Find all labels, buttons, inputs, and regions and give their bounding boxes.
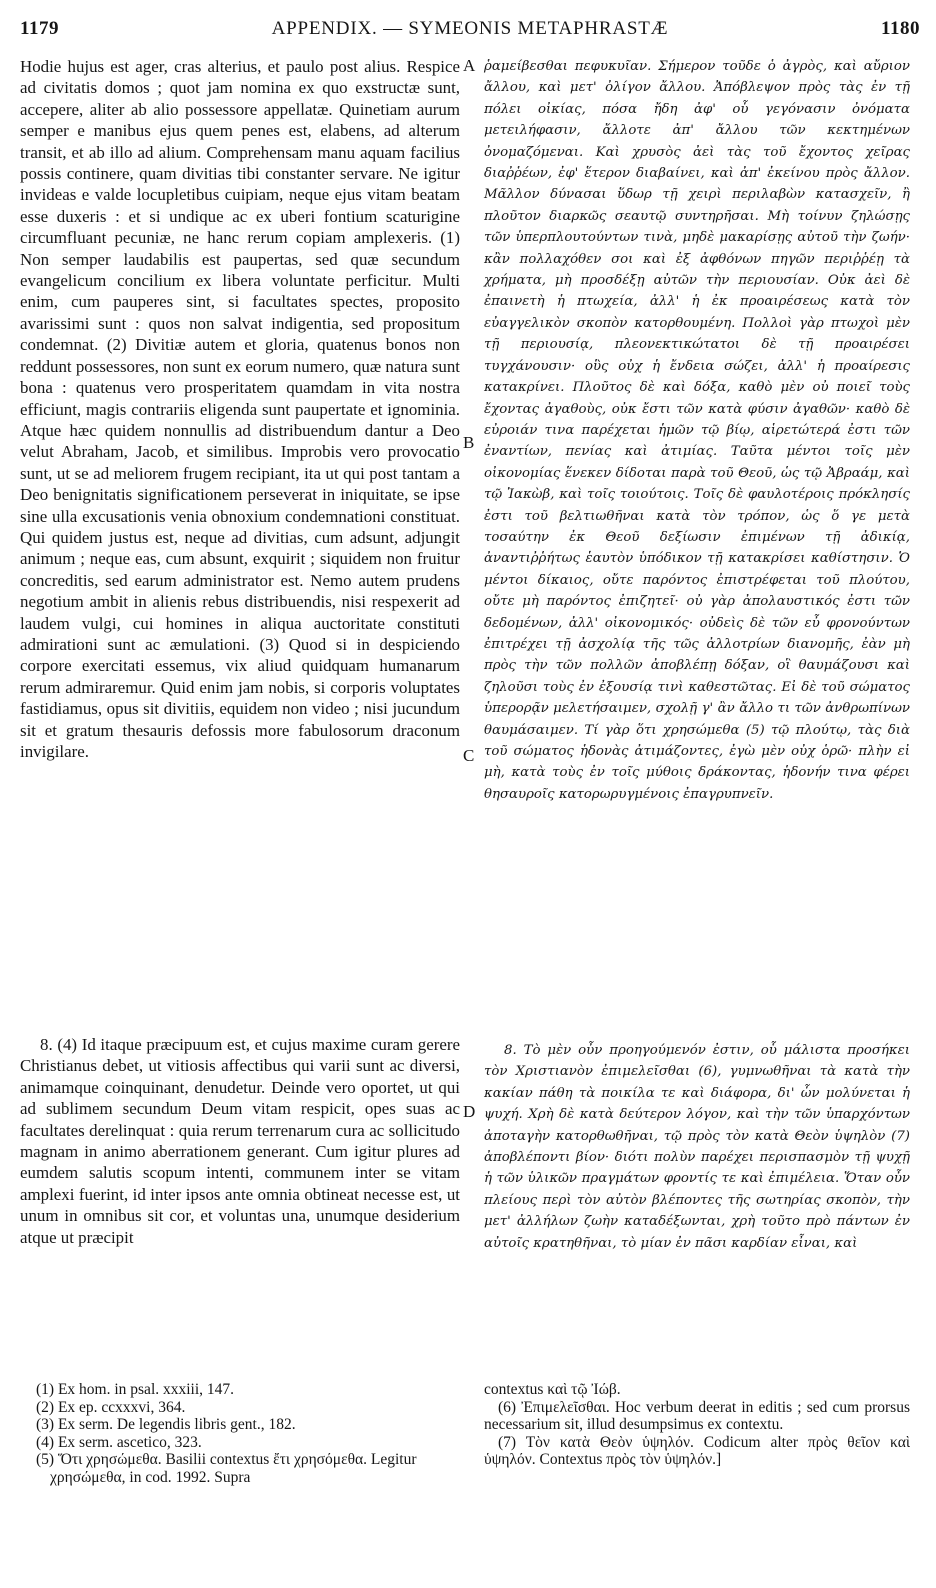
footnotes-left [36, 1381, 460, 1486]
footnote: (1) Ex hom. in psal. xxxiii, 147. [36, 1381, 235, 1398]
latin-paragraph: Hodie hujus est ager, cras alterius, et paulo post alius. Respice ad civitatis domos ; quot jam nomina ex quo exstructæ sunt, accepere, aliter ab alio possessore appellatæ. Quinetiam aurum semper e manibus ejus quem penes est, elabens, ad alterum transit, et ab illo ad alium. Comprehensam manu aquam facilius possis continere, quam divitias tibi constanter servare. Ne igitur invideas e valde locupletibus cuipiam, neque ejus vitam beatam esse duxeris : et si undique ac ex uberi fontium scaturigine circumfluant pecuniæ, ne hanc rerum copiam amplexeris. (1) Non semper laudabilis est paupertas, sed quæ secundum evangelicum concilium ex libera voluntate perficitur. Multi enim, cum pauperes sint, si facultates spectes, proposito avarissimi sunt : quos non salvat indigentia, sed propositum condemnat. (2) Divitiæ autem et gloria, quatenus bonos non reddunt possessores, non sunt ex eorum numero, quæ natura sunt bona : quatenus vero prosperitatem quamdam in vita nostra efficiunt, magis contrariis eligenda sunt paupertate et ignominia. Atque hæc quidem nonnullis ad distribuendum dantur a Deo velut Abraham, Jacob, et similibus. Improbis vero provocatio sunt, ut se ad meliorem frugem recipiant, ita ut qui post tantam a Deo benignitatis significationem perseverat in iniquitate, se ipse sine ulla excusationis venia obnoxium condemnationi constituat. Qui quidem justus est, neque ad divitias, cum adsunt, adjungit animum ; neque eas, cum absunt, exquirit ; siquidem non fruitur concreditis, sed earum administrator est. Nemo autem prudens negotium ambit in alienis rebus distribuendis, nisi respexerit ad laudem vulgi, cui homines in aliqua auctoritate constituti admirationi sunt ac æmulationi. (3) Quod si in despiciendo corpore exercitati essemus, vix aliud quidquam humanarum rerum admiraremur. Quid enim jam nobis, si corporis voluptates fastidiamus, opus sit divitiis, equidem non video ; nisi jucundum sit et gratum thesauris defossis more fabulosorum draconum invigilare. [20, 57, 460, 761]
latin-column-part-2 [20, 1034, 460, 1248]
section-marker-b: B [463, 433, 475, 452]
section-marker-a: A [463, 56, 476, 75]
page-header [20, 16, 920, 46]
greek-section-8: 8. Τὸ μὲν οὖν προηγούμενόν ἐστιν, οὗ μάλιστα προσήκει τὸν Χριστιανὸν ἐπιμελεῖσθαι (6), γυμνωθῆναι τὰ κατὰ τὴν κακίαν πάθη τὰ ποικίλα τε καὶ διάφορα, δι' ὧν μολύνεται ἡ ψυχή. Χρὴ δὲ κατὰ δεύτερον λόγον, καὶ τὴν τῶν ὑπαρχόντων ἀποταγὴν κατορθωθῆναι, τῷ πρὸς τὸν κατὰ Θεὸν ὑψηλὸν (7) ἀποβλέποντι βίον· διότι πολὺν παρέχει περισπασμὸν τῇ ψυχῇ ἡ τῶν ὑλικῶν πραγμάτων φροντίς τε καὶ ἐπιμέλεια. Ὅταν οὖν πλείους περὶ τὸν αὐτὸν βλέποντες τῆς σωτηρίας σκοπὸν, τὴν μετ' ἀλλήλων ζωὴν καταδέξωνται, χρὴ τοῦτο πρὸ πάντων ἐν αὐτοῖς κρατηθῆναι, τὸ μίαν ἐν πᾶσι καρδίαν εἶναι, καὶ [484, 1043, 910, 1251]
footnote: (2) Ex ep. ccxxxvi, 364. [36, 1398, 186, 1416]
footnote: (6) Ἐπιμελεῖσθαι. Hoc verbum deerat in editis ; sed cum prorsus necessarium sit, illud desumpsimus ex contextu. [484, 1398, 910, 1433]
latin-section-8: 8. (4) Id itaque præcipuum est, et cujus maxime curam gerere Christianus debet, ut vitiosis affectibus qui varii sunt ac diversi, animamque coinquinant, denudetur. Deinde vero oportet, ut qui ad sublimem secundum Deum vitam respicit, opes suas ac facultates derelinquat : quia rerum terrenarum cura ac sollicitudo magnam in animo aberrationem generant. Cum igitur plures ad eumdem salutis scopum intenti, communem inter se vitam amplexi fuerint, id inter ipsos ante omnia obtineat necesse est, ut unum in omnibus sit cor, et voluntas una, unumque desiderium atque ut præcipit [20, 1035, 460, 1247]
latin-column-part-1 [20, 56, 460, 762]
footnote: (5) Ὅτι χρησώμεθα. Basilii contextus ἔτι χρησόμεθα. Legitur χρησώμεθα, in cod. 1992. Supra [36, 1451, 417, 1486]
section-marker-c: C [463, 746, 475, 765]
section-marker-d: D [463, 1102, 476, 1121]
footnote: (3) Ex serm. De legendis libris gent., 182. [36, 1416, 296, 1433]
greek-column-part-1 [484, 56, 910, 805]
running-title: APPENDIX. — SYMEONIS METAPHRASTÆ [271, 18, 669, 39]
left-page-number: 1179 [20, 18, 59, 39]
right-page-number: 1180 [881, 18, 920, 39]
greek-paragraph: ῥαμείβεσθαι πεφυκυῖαν. Σήμερον τοῦδε ὁ ἀγρὸς, καὶ αὔριον ἄλλου, καὶ μετ' ὀλίγον ἄλλου. Ἀπόβλεψον πρὸς τὰς ἐν τῇ πόλει οἰκίας, πόσα ἤδη ἀφ' οὗ γεγόνασιν ὀνόματα μετειλήφασιν, ἄλλοτε ἀπ' ἄλλου τῶν κεκτημένων ὀνομαζόμεναι. Καὶ χρυσὸς ἀεὶ τὰς τοῦ ἔχοντος χεῖρας διαῤῥέων, ἐφ' ἕτερον διαβαίνει, καὶ ἀπ' ἐκείνου πρὸς ἄλλον. Μᾶλλον δύνασαι ὕδωρ τῇ χειρὶ περιλαβὼν κατασχεῖν, ἢ πλοῦτον διαρκῶς σεαυτῷ συντηρῆσαι. Μὴ τοίνυν ζηλώσῃς τῶν ὑπερπλουτούντων τινὰ, μηδὲ μακαρίσῃς αὐτοῦ τὴν ζωήν· κἂν πολλαχόθεν σοι καὶ ἐξ ἀφθόνων πηγῶν περιῤῥέῃ τὰ χρήματα, μὴ προσδέξῃ αὐτῶν τὴν περιουσίαν. Οὐκ ἀεὶ δὲ ἐπαινετὴ ἡ πτωχεία, ἀλλ' ἡ ἐκ προαιρέσεως κατὰ τὸν εὐαγγελικὸν σκοπὸν κατορθουμένη. Πολλοὶ γὰρ πτωχοὶ μὲν τῇ περιουσίᾳ, πλεονεκτικώτατοι δὲ τῇ προαιρέσει τυγχάνουσιν· οὓς οὐχ ἡ ἔνδεια σώζει, ἀλλ' ἡ προαίρεσις κατακρίνει. Πλοῦτος δὲ καὶ δόξα, καθὸ μὲν οὐ ποιεῖ τοὺς ἔχοντας ἀγαθοὺς, οὐκ ἔστι τῶν κατὰ φύσιν ἀγαθῶν· καθὸ δὲ εὐροιάν τινα παρέχεται ἡμῶν τῷ βίῳ, αἱρετώτερά ἐστι τῶν ἐναντίων, πενίας καὶ ἀτιμίας. Ταῦτα μέντοι τοῖς μὲν οἰκονομίας ἕνεκεν δίδοται παρὰ τοῦ Θεοῦ, ὡς τῷ Ἀβραάμ, καὶ τῷ Ἰακὼβ, καὶ τοῖς τοιούτοις. Τοῖς δὲ φαυλοτέροις πρόκλησίς ἐστι τοῦ βελτιωθῆναι κατὰ τὸν τρόπον, ὡς ὅ γε μετὰ τοσαύτην ἐκ Θεοῦ δεξίωσιν ἐπιμένων τῇ ἀδικίᾳ, ἀναντιῤῥήτως ἑαυτὸν ὑπόδικον τῇ κατακρίσει καθίστησιν. Ὁ μέντοι δίκαιος, οὔτε παρόντος ἐπιστρέφεται τοῦ πλούτου, οὔτε μὴ παρόντος ἐπιζητεῖ· οὐ γὰρ ἀπολαυστικός ἐστι τῶν δεδομένων, ἀλλ' οἰκονομικός· οὐδεὶς δὲ τῶν εὖ φρονούντων ἐπιτρέχει τῇ ἀσχολίᾳ τῆς τῶς ἀλλοτρίων διανομῆς, ἐὰν μὴ πρὸς τὴν τῶν πολλῶν ἀποβλέπῃ δόξαν, οἳ θαυμάζουσι καὶ ζηλοῦσι τοὺς ἐν ἐξουσίᾳ τινὶ καθεστῶτας. Εἰ δὲ τοῦ σώματος ὑπερορᾷν μελετήσαιμεν, σχολῇ γ' ἂν ἄλλο τι τῶν ἀνθρωπίνων θαυμάσαιμεν. Τί γὰρ ὅτι χρησώμεθα (5) τῷ πλούτῳ, τὰς διὰ τοῦ σώματος ἡδονὰς ἀτιμάζοντες, ἐγὼ μὲν οὐχ ὁρῶ· πλὴν εἰ μὴ, κατὰ τοὺς ἐν τοῖς μύθοις δράκοντας, ἡδονήν τινα φέρει θησαυροῖς κατορωρυγμένοις ἐπαγρυπνεῖν. [484, 59, 910, 802]
footnotes-right [484, 1381, 910, 1469]
footnote: (4) Ex serm. ascetico, 323. [36, 1433, 202, 1451]
greek-column-part-2 [484, 1040, 910, 1254]
footnote: (7) Τὸν κατὰ Θεὸν ὑψηλόν. Codicum alter πρὸς θεῖον καὶ ὑψηλόν. Contextus πρὸς τὸν ὑψηλόν.] [484, 1433, 910, 1468]
footnote-continuation: contextus καὶ τῷ Ἰώβ. [484, 1381, 621, 1398]
